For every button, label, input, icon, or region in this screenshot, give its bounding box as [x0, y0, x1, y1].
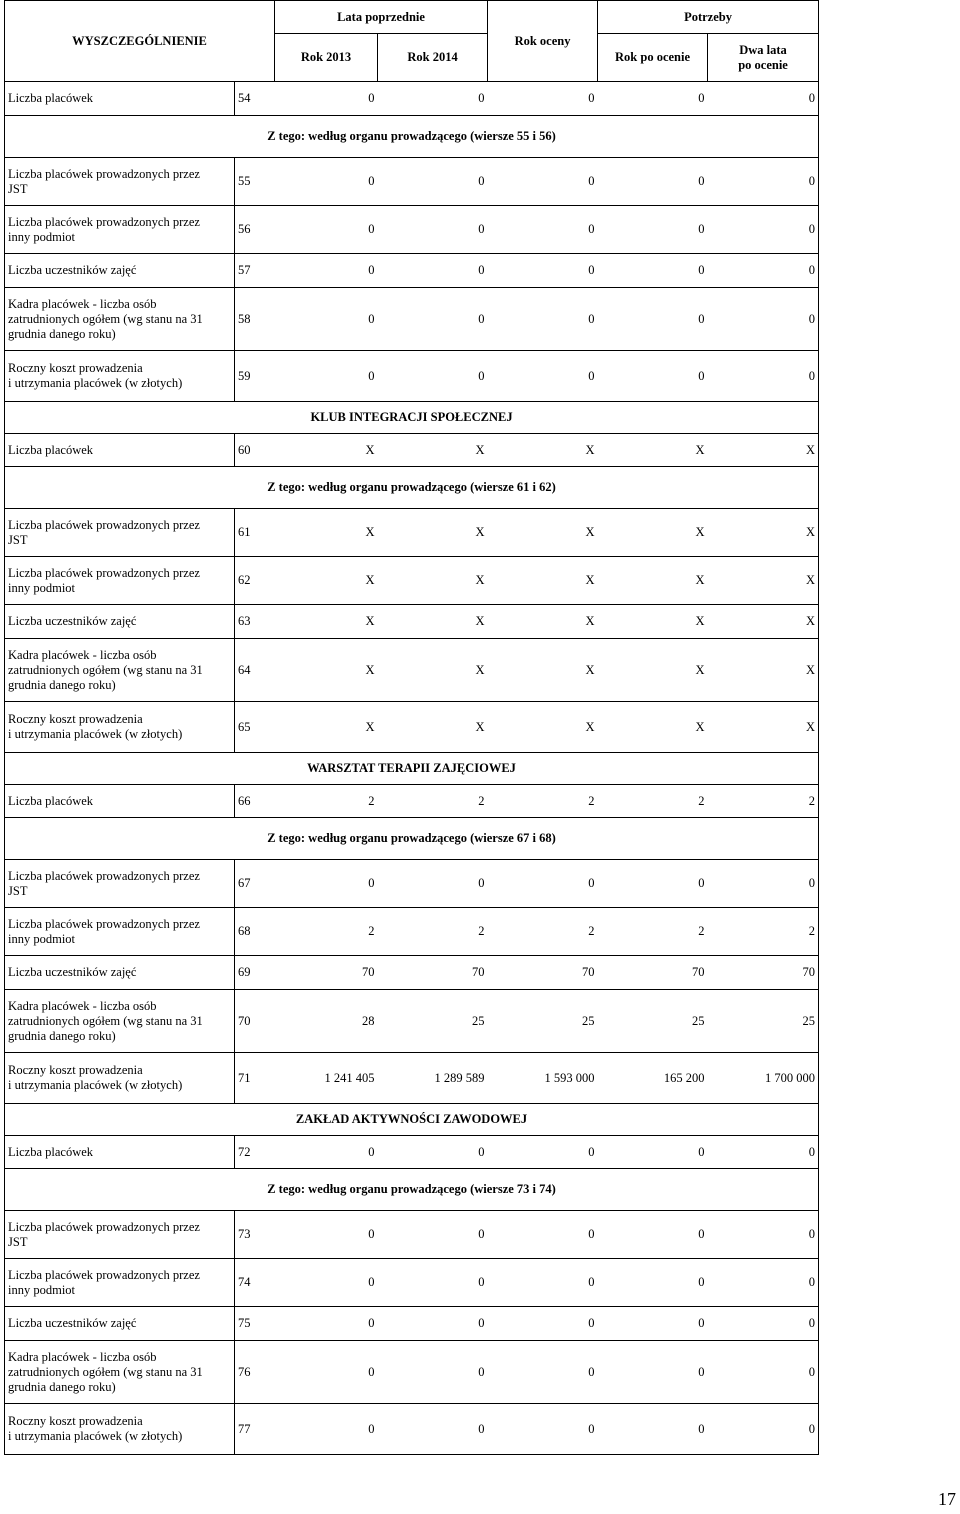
row-label: Roczny koszt prowadzenia i utrzymania placówek (w złotych): [5, 1053, 235, 1104]
value-cell: 70: [598, 956, 708, 990]
subsection-title-row: [5, 467, 819, 509]
group-needs-header: Potrzeby: [598, 1, 819, 34]
value-cell: X: [598, 509, 708, 557]
value-cell: 0: [598, 1259, 708, 1307]
row-number: 68: [235, 908, 275, 956]
row-number: 76: [235, 1341, 275, 1404]
subsection-title: Z tego: według organu prowadzącego (wiersze 55 i 56): [5, 116, 819, 158]
row-number: 58: [235, 288, 275, 351]
value-cell: 1 593 000: [488, 1053, 598, 1104]
row-label: Liczba placówek prowadzonych przez inny podmiot: [5, 1259, 235, 1307]
row-label: Liczba uczestników zajęć: [5, 956, 235, 990]
value-cell: X: [275, 702, 378, 753]
value-cell: 28: [275, 990, 378, 1053]
row-label: Liczba placówek prowadzonych przez inny podmiot: [5, 206, 235, 254]
value-cell: 0: [275, 206, 378, 254]
row-label: Liczba placówek prowadzonych przez inny podmiot: [5, 908, 235, 956]
value-cell: 0: [275, 1259, 378, 1307]
value-cell: 0: [488, 1259, 598, 1307]
value-cell: X: [708, 509, 819, 557]
value-cell: 0: [378, 860, 488, 908]
subsection-title-row: [5, 116, 819, 158]
value-cell: 1 700 000: [708, 1053, 819, 1104]
staff-row: [5, 639, 819, 702]
value-cell: 1 241 405: [275, 1053, 378, 1104]
value-cell: 0: [708, 1211, 819, 1259]
value-cell: 0: [275, 254, 378, 288]
participants-row: [5, 1307, 819, 1341]
value-cell: 2: [708, 785, 819, 818]
value-cell: 0: [275, 1211, 378, 1259]
row-label: Liczba uczestników zajęć: [5, 254, 235, 288]
year-2013-header: Rok 2013: [275, 34, 378, 82]
value-cell: X: [708, 605, 819, 639]
value-cell: X: [488, 557, 598, 605]
row-label: Liczba uczestników zajęć: [5, 1307, 235, 1341]
other-operator-row: [5, 908, 819, 956]
row-label: Liczba placówek prowadzonych przez inny podmiot: [5, 557, 235, 605]
section-title: KLUB INTEGRACJI SPOŁECZNEJ: [5, 402, 819, 434]
other-operator-row: [5, 557, 819, 605]
value-cell: 0: [488, 1307, 598, 1341]
value-cell: 0: [378, 1259, 488, 1307]
value-cell: 0: [488, 206, 598, 254]
value-cell: 0: [378, 1136, 488, 1169]
value-cell: 2: [275, 908, 378, 956]
value-cell: 2: [488, 785, 598, 818]
value-cell: 1 289 589: [378, 1053, 488, 1104]
value-cell: X: [598, 702, 708, 753]
value-cell: 0: [378, 1307, 488, 1341]
row-label: Roczny koszt prowadzenia i utrzymania placówek (w złotych): [5, 702, 235, 753]
subsection-title: Z tego: według organu prowadzącego (wiersze 67 i 68): [5, 818, 819, 860]
value-cell: 0: [598, 1136, 708, 1169]
value-cell: 0: [708, 82, 819, 116]
value-cell: 70: [708, 956, 819, 990]
value-cell: X: [488, 434, 598, 467]
section-title: ZAKŁAD AKTYWNOŚCI ZAWODOWEJ: [5, 1104, 819, 1136]
count-row: [5, 434, 819, 467]
value-cell: X: [598, 434, 708, 467]
row-label: Liczba placówek prowadzonych przez JST: [5, 509, 235, 557]
value-cell: 0: [598, 82, 708, 116]
value-cell: 0: [488, 1341, 598, 1404]
value-cell: X: [378, 509, 488, 557]
row-number: 73: [235, 1211, 275, 1259]
value-cell: 0: [708, 254, 819, 288]
value-cell: 0: [488, 1404, 598, 1455]
row-number: 72: [235, 1136, 275, 1169]
value-cell: 0: [598, 351, 708, 402]
value-cell: 0: [378, 1211, 488, 1259]
value-cell: 2: [275, 785, 378, 818]
eval-year-header: Rok oceny: [488, 1, 598, 82]
row-label: Liczba placówek: [5, 434, 235, 467]
value-cell: X: [378, 702, 488, 753]
value-cell: 70: [378, 956, 488, 990]
value-cell: X: [708, 639, 819, 702]
value-cell: 0: [598, 1307, 708, 1341]
subsection-title: Z tego: według organu prowadzącego (wiersze 61 i 62): [5, 467, 819, 509]
row-label: Kadra placówek - liczba osób zatrudnionych ogółem (wg stanu na 31 grudnia danego roku): [5, 1341, 235, 1404]
row-number: 63: [235, 605, 275, 639]
value-cell: 0: [488, 860, 598, 908]
value-cell: 0: [275, 158, 378, 206]
row-label: Roczny koszt prowadzenia i utrzymania placówek (w złotych): [5, 351, 235, 402]
value-cell: 0: [275, 1341, 378, 1404]
value-cell: X: [708, 702, 819, 753]
staff-row: [5, 1341, 819, 1404]
row-number: 71: [235, 1053, 275, 1104]
row-number: 67: [235, 860, 275, 908]
value-cell: 25: [598, 990, 708, 1053]
row-number: 61: [235, 509, 275, 557]
value-cell: X: [378, 639, 488, 702]
value-cell: X: [378, 434, 488, 467]
value-cell: X: [275, 509, 378, 557]
row-number: 66: [235, 785, 275, 818]
value-cell: 0: [488, 288, 598, 351]
value-cell: X: [275, 434, 378, 467]
value-cell: 0: [378, 254, 488, 288]
row-label: Liczba placówek: [5, 82, 235, 116]
value-cell: X: [598, 605, 708, 639]
other-operator-row: [5, 206, 819, 254]
value-cell: 0: [275, 1136, 378, 1169]
value-cell: 0: [598, 254, 708, 288]
row-number: 69: [235, 956, 275, 990]
row-label: Liczba placówek prowadzonych przez JST: [5, 158, 235, 206]
staff-row: [5, 990, 819, 1053]
value-cell: X: [598, 639, 708, 702]
row-label: Liczba placówek prowadzonych przez JST: [5, 860, 235, 908]
value-cell: 25: [708, 990, 819, 1053]
value-cell: 0: [708, 1341, 819, 1404]
value-cell: 0: [598, 158, 708, 206]
value-cell: 0: [275, 1404, 378, 1455]
value-cell: 2: [598, 785, 708, 818]
row-label: Kadra placówek - liczba osób zatrudnionych ogółem (wg stanu na 31 grudnia danego roku): [5, 639, 235, 702]
value-cell: 0: [598, 1404, 708, 1455]
value-cell: 0: [275, 860, 378, 908]
value-cell: 0: [378, 1341, 488, 1404]
value-cell: 0: [708, 1136, 819, 1169]
row-number: 74: [235, 1259, 275, 1307]
value-cell: 0: [378, 82, 488, 116]
value-cell: X: [488, 509, 598, 557]
value-cell: 0: [488, 351, 598, 402]
value-cell: 0: [488, 82, 598, 116]
report-table: [4, 0, 819, 1455]
group-prev-header: Lata poprzednie: [275, 1, 488, 34]
year-2014-header: Rok 2014: [378, 34, 488, 82]
cost-row: [5, 1404, 819, 1455]
row-label: Liczba uczestników zajęć: [5, 605, 235, 639]
value-cell: X: [275, 639, 378, 702]
value-cell: 0: [488, 158, 598, 206]
row-number: 75: [235, 1307, 275, 1341]
other-operator-row: [5, 1259, 819, 1307]
value-cell: X: [708, 434, 819, 467]
jst-row: [5, 860, 819, 908]
value-cell: 0: [598, 206, 708, 254]
value-cell: 0: [488, 1136, 598, 1169]
value-cell: 0: [488, 1211, 598, 1259]
value-cell: 0: [275, 1307, 378, 1341]
value-cell: X: [378, 605, 488, 639]
row-number: 56: [235, 206, 275, 254]
value-cell: 0: [708, 1307, 819, 1341]
count-row: [5, 1136, 819, 1169]
cost-row: [5, 351, 819, 402]
value-cell: 2: [488, 908, 598, 956]
value-cell: 0: [598, 1341, 708, 1404]
cost-row: [5, 1053, 819, 1104]
row-number: 70: [235, 990, 275, 1053]
row-number: 60: [235, 434, 275, 467]
value-cell: X: [275, 605, 378, 639]
value-cell: X: [598, 557, 708, 605]
value-cell: X: [488, 639, 598, 702]
value-cell: X: [378, 557, 488, 605]
value-cell: 0: [378, 158, 488, 206]
value-cell: 0: [378, 1404, 488, 1455]
staff-row: [5, 288, 819, 351]
value-cell: 0: [708, 158, 819, 206]
value-cell: 0: [708, 288, 819, 351]
row-label: Kadra placówek - liczba osób zatrudnionych ogółem (wg stanu na 31 grudnia danego roku): [5, 990, 235, 1053]
value-cell: 70: [488, 956, 598, 990]
value-cell: 0: [378, 351, 488, 402]
row-label: Liczba placówek: [5, 1136, 235, 1169]
value-cell: 2: [378, 785, 488, 818]
value-cell: 70: [275, 956, 378, 990]
cost-row: [5, 702, 819, 753]
value-cell: 0: [708, 351, 819, 402]
row-label: Liczba placówek prowadzonych przez JST: [5, 1211, 235, 1259]
row-number: 54: [235, 82, 275, 116]
value-cell: 0: [708, 1259, 819, 1307]
subsection-title-row: [5, 818, 819, 860]
value-cell: 2: [378, 908, 488, 956]
participants-row: [5, 605, 819, 639]
jst-row: [5, 158, 819, 206]
value-cell: X: [708, 557, 819, 605]
two-years-header: Dwa lata po ocenie: [708, 34, 819, 82]
value-cell: 0: [378, 206, 488, 254]
participants-row: [5, 956, 819, 990]
col-label-header: WYSZCZEGÓLNIENIE: [5, 1, 275, 82]
row-label: Liczba placówek: [5, 785, 235, 818]
section-title-row: [5, 753, 819, 785]
value-cell: 0: [275, 82, 378, 116]
count-row: [5, 785, 819, 818]
row-label: Roczny koszt prowadzenia i utrzymania placówek (w złotych): [5, 1404, 235, 1455]
value-cell: 0: [708, 206, 819, 254]
row-number: 62: [235, 557, 275, 605]
value-cell: X: [488, 702, 598, 753]
value-cell: 0: [598, 860, 708, 908]
row-label: Kadra placówek - liczba osób zatrudnionych ogółem (wg stanu na 31 grudnia danego roku): [5, 288, 235, 351]
section-title-row: [5, 1104, 819, 1136]
section-title: WARSZTAT TERAPII ZAJĘCIOWEJ: [5, 753, 819, 785]
value-cell: 2: [708, 908, 819, 956]
row-number: 64: [235, 639, 275, 702]
value-cell: X: [488, 605, 598, 639]
value-cell: 0: [708, 1404, 819, 1455]
subsection-title: Z tego: według organu prowadzącego (wiersze 73 i 74): [5, 1169, 819, 1211]
value-cell: 0: [275, 351, 378, 402]
value-cell: 0: [488, 254, 598, 288]
row-number: 77: [235, 1404, 275, 1455]
participants-row: [5, 254, 819, 288]
value-cell: X: [275, 557, 378, 605]
value-cell: 0: [598, 1211, 708, 1259]
table-header: [5, 1, 819, 82]
row-number: 55: [235, 158, 275, 206]
value-cell: 0: [708, 860, 819, 908]
row-number: 59: [235, 351, 275, 402]
value-cell: 25: [378, 990, 488, 1053]
row-number: 57: [235, 254, 275, 288]
value-cell: 0: [598, 288, 708, 351]
value-cell: 2: [598, 908, 708, 956]
subsection-title-row: [5, 1169, 819, 1211]
section-title-row: [5, 402, 819, 434]
row-number: 65: [235, 702, 275, 753]
after-year-header: Rok po ocenie: [598, 34, 708, 82]
jst-row: [5, 509, 819, 557]
page-number: 17: [938, 1489, 956, 1509]
value-cell: 165 200: [598, 1053, 708, 1104]
value-cell: 0: [275, 288, 378, 351]
count-row: [5, 82, 819, 116]
table-body: [5, 82, 819, 1455]
jst-row: [5, 1211, 819, 1259]
value-cell: 0: [378, 288, 488, 351]
value-cell: 25: [488, 990, 598, 1053]
